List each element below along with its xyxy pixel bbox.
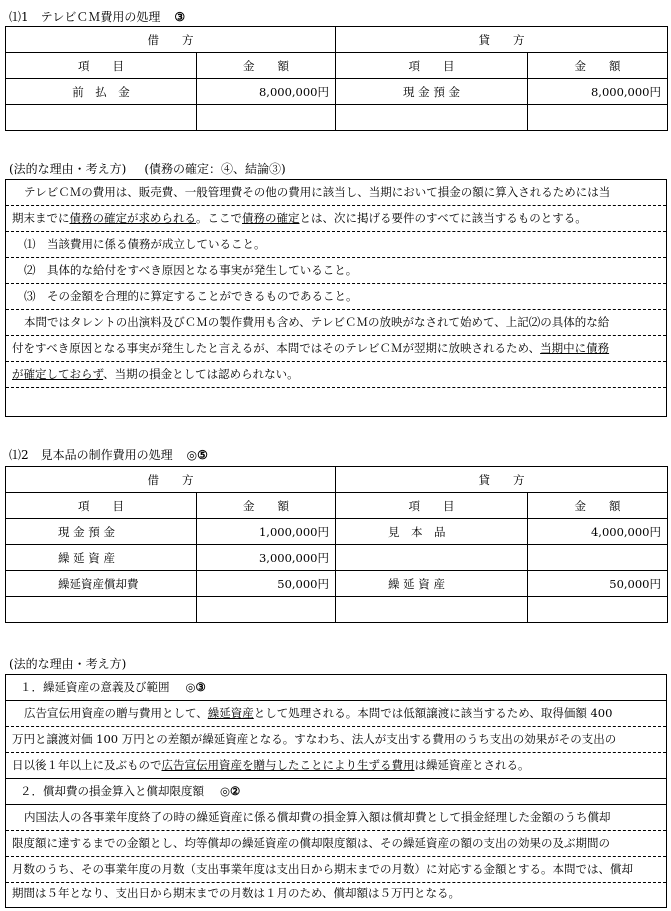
credit-amount: [528, 545, 668, 571]
credit-amount: 50,000円: [528, 571, 668, 597]
reason-line: 日以後１年以上に及ぶもので広告宣伝用資産を贈与したことにより生ずる費用は繰延資産とされる。: [6, 753, 666, 779]
reason-line: 期間は５年となり、支出日から期末までの月数は１月のため、償却額は５万円となる。: [12, 886, 461, 900]
credit-amount: 8,000,000円: [528, 79, 668, 105]
reason2-heading: (法的な理由・考え方): [9, 657, 127, 671]
debit-header: 借 方: [6, 27, 336, 53]
reason-line: 付をすべき原因となる事実が発生したと言えるが、本問ではそのテレビＣＭが翌期に放映されるため、当期中に債務: [6, 336, 666, 362]
credit-item: 見 本 品: [336, 519, 528, 545]
debit-item: 現 金 預 金: [6, 519, 197, 545]
credit-header: 貸 方: [336, 27, 668, 53]
credit-amount: [528, 597, 668, 623]
table-row: [6, 571, 668, 597]
section1-title: ⑴1 テレビＣＭ費用の処理 ③: [9, 10, 186, 24]
item-header: 項 目: [6, 493, 197, 519]
score-mark: ◎⑤: [186, 448, 208, 462]
amount-header: 金 額: [197, 493, 336, 519]
debit-item: 繰 延 資 産: [6, 545, 197, 571]
table-row: [6, 519, 668, 545]
credit-item: 繰 延 資 産: [336, 571, 528, 597]
reason-line: が確定しておらず、当期の損金としては認められない。: [6, 362, 666, 388]
reason-line: 内国法人の各事業年度終了の時の繰延資産に係る償却費の損金算入額は償却費として損金経理した金額のうち償却: [6, 805, 666, 831]
amount-header: 金 額: [528, 493, 668, 519]
debit-item: [6, 105, 197, 131]
amount-header: 金 額: [528, 53, 668, 79]
credit-item: [336, 545, 528, 571]
subheading-2: ２．償却費の損金算入と償却限度額 ◎②: [6, 779, 666, 805]
table-row: [6, 597, 668, 623]
debit-item: [6, 597, 197, 623]
item-header: 項 目: [336, 53, 528, 79]
debit-item: 前 払 金: [6, 79, 197, 105]
reason-line: 広告宣伝用資産の贈与費用として、繰延資産として処理される。本問では低額譲渡に該当するため、取得価額 400: [6, 701, 666, 727]
debit-amount: [197, 597, 336, 623]
reason1-heading: (法的な理由・考え方) (債務の確定：④、結論③): [9, 162, 286, 176]
credit-amount: [528, 105, 668, 131]
item-header: 項 目: [336, 493, 528, 519]
table-row: [6, 545, 668, 571]
subheading-1: １．繰延資産の意義及び範囲 ◎③: [6, 675, 666, 701]
score-mark: ◎②: [220, 784, 241, 798]
score-mark: ◎③: [185, 680, 206, 694]
debit-amount: 3,000,000円: [197, 545, 336, 571]
credit-item: 現 金 預 金: [336, 79, 528, 105]
reason-line: [6, 388, 666, 413]
debit-header: 借 方: [6, 467, 336, 493]
debit-item: 繰延資産償却費: [6, 571, 197, 597]
credit-amount: 4,000,000円: [528, 519, 668, 545]
reason-line: 限度額に達するまでの金額とし、均等償却の繰延資産の償却限度額は、その繰延資産の額の支出の効果の及ぶ期間の: [6, 831, 666, 857]
item-header: 項 目: [6, 53, 197, 79]
reason-line: ⑶ その金額を合理的に算定することができるものであること。: [6, 284, 666, 310]
section2-title: ⑴2 見本品の制作費用の処理 ◎⑤: [9, 448, 208, 462]
debit-amount: [197, 105, 336, 131]
score-note: (債務の確定：④、結論③): [144, 162, 286, 176]
reason-line: ⑵ 具体的な給付をすべき原因となる事実が発生していること。: [6, 258, 666, 284]
journal-table-2: [5, 466, 668, 623]
reason-line: 期末までに債務の確定が求められる。ここで債務の確定とは、次に掲げる要件のすべてに該当するものとする。: [6, 206, 666, 232]
debit-amount: 50,000円: [197, 571, 336, 597]
score-mark: ③: [174, 10, 186, 24]
reason2-box: [5, 674, 667, 908]
reason1-box: [5, 179, 667, 417]
credit-item: [336, 597, 528, 623]
reason-line: 万円と譲渡対価 100 万円との差額が繰延資産となる。すなわち、法人が支出する費用のうち支出の効果がその支出の: [6, 727, 666, 753]
journal-table-1: [5, 26, 668, 131]
table-row: [6, 79, 668, 105]
reason-line: 本問ではタレントの出演料及びＣＭの製作費用も含め、テレビＣＭの放映がなされて始めて、上記⑵の具体的な給: [6, 310, 666, 336]
credit-header: 貸 方: [336, 467, 668, 493]
debit-amount: 8,000,000円: [197, 79, 336, 105]
reason-line: 月数のうち、その事業年度の月数（支出事業年度は支出日から期末までの月数）に対応する金額とする。本問では、償却: [6, 857, 666, 883]
table-row: [6, 105, 668, 131]
reason-line: ⑴ 当該費用に係る債務が成立していること。: [6, 232, 666, 258]
reason-line: テレビＣＭの費用は、販売費、一般管理費その他の費用に該当し、当期において損金の額に算入されるためには当: [6, 180, 666, 206]
debit-amount: 1,000,000円: [197, 519, 336, 545]
credit-item: [336, 105, 528, 131]
amount-header: 金 額: [197, 53, 336, 79]
